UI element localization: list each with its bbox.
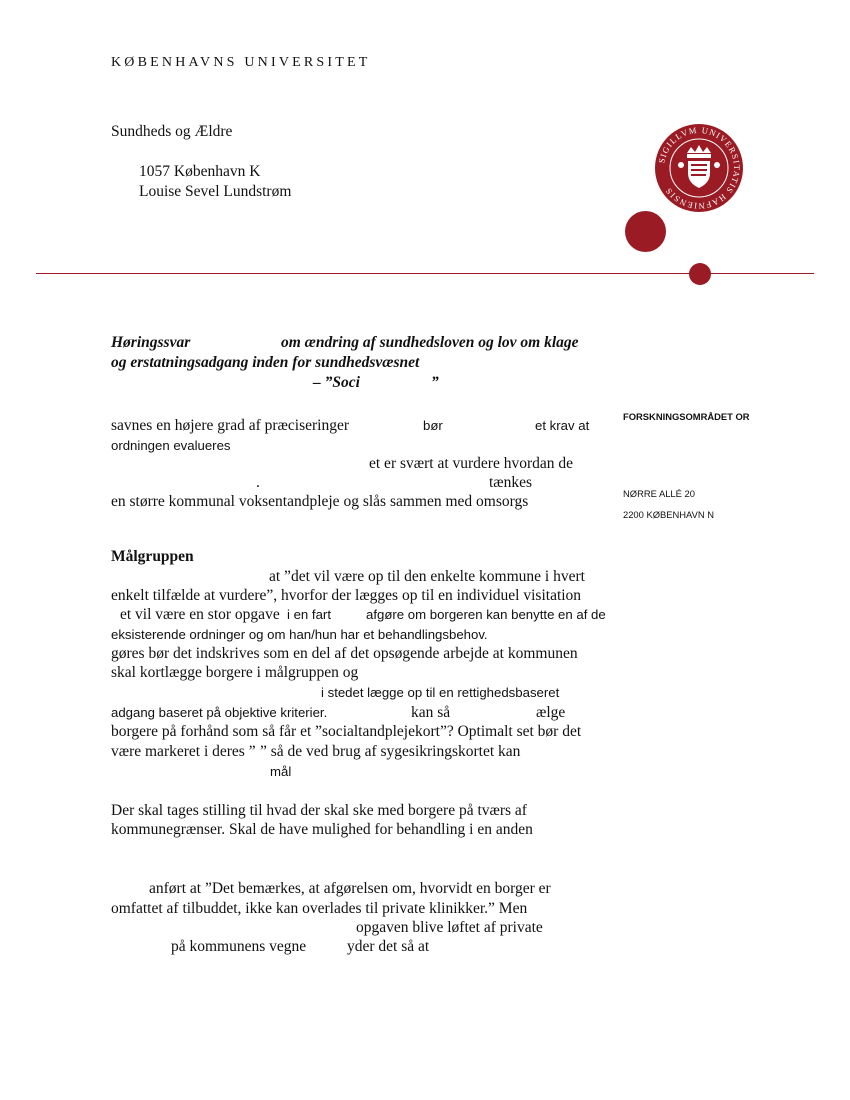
document-title-line-2: og erstatningsadgang inden for sundhedsvæsnet — [111, 354, 420, 371]
section3-line-3: opgaven blive løftet af private — [356, 919, 543, 936]
section1-line-8-c: ælge — [536, 704, 566, 721]
intro-line-4-a: . — [256, 474, 260, 491]
university-name: KØBENHAVNS UNIVERSITET — [111, 55, 371, 70]
section1-line-11: mål — [270, 764, 292, 779]
section1-line-9: borgere på forhånd som så får et ”socialtandplejekort”? Optimalt set bør det — [111, 723, 582, 740]
intro-line-3: et er svært at vurdere hvordan de — [369, 455, 574, 472]
section1-line-1: at ”det vil være op til den enkelte kommune i hvert — [269, 568, 585, 585]
intro-line-1-a: savnes en højere grad af præciseringer — [111, 417, 349, 434]
intro-line-2: ordningen evalueres — [111, 438, 231, 453]
document-title-line-3-a: – ”Soci — [313, 374, 360, 391]
section3-line-4-a: på kommunens vegne — [171, 938, 307, 955]
section3-line-2: omfattet af tilbuddet, ikke kan overlades til private klinikker.” Men — [111, 900, 528, 917]
intro-line-5: en større kommunal voksentandpleje og slås sammen med omsorgs — [111, 493, 529, 510]
decorative-large-dot — [625, 211, 666, 252]
section3-line-4-b: yder det så at — [347, 938, 430, 955]
section3-line-1: anført at ”Det bemærkes, at afgørelsen om, hvorvidt en borger er — [149, 880, 551, 897]
decorative-small-dot — [689, 263, 711, 285]
seal-text: SIGILLVM UNIVERSITATIS HAFNIENSIS — [656, 124, 743, 212]
document-title-line-1-b: om ændring af sundhedsloven og lov om klage — [281, 334, 579, 351]
section1-line-10-b: ” så de ved brug af sygesikringskortet kan — [260, 743, 521, 760]
section1-line-4: eksisterende ordninger og om han/hun har et behandlingsbehov. — [111, 627, 488, 642]
intro-line-4-b: tænkes — [489, 474, 533, 491]
section1-line-3-c: afgøre om borgeren kan benytte en af de — [366, 607, 606, 622]
section1-line-8-a: adgang baseret på objektive kriterier. — [111, 705, 328, 720]
section1-line-6: skal kortlægge borgere i målgruppen og — [111, 664, 359, 681]
section1-line-3-a: et vil være en stor opgave — [120, 606, 280, 623]
sidebar-department: FORSKNINGSOMRÅDET OR — [623, 411, 750, 422]
section1-line-7: i stedet lægge op til en rettighedsbaseret — [321, 685, 560, 700]
recipient-contact: Louise Sevel Lundstrøm — [139, 183, 292, 200]
university-seal-logo — [654, 123, 744, 213]
recipient-name: Sundheds og Ældre — [111, 123, 233, 140]
section1-line-10-a: være markeret i deres ” — [111, 743, 256, 760]
section1-line-3-b: i en fart — [287, 607, 331, 622]
recipient-address: 1057 København K — [139, 163, 261, 180]
section1-line-5: gøres bør det indskrives som en del af det opsøgende arbejde at kommunen — [111, 645, 578, 662]
section1-line-2: enkelt tilfælde at vurdere”, hvorfor der lægges op til en individuel visitation — [111, 587, 582, 604]
intro-line-1-c: et krav at — [535, 418, 590, 433]
document-title-line-3-b: ” — [431, 374, 439, 391]
document-title-line-1-a: Høringssvar — [111, 334, 191, 351]
sidebar-city: 2200 KØBENHAVN N — [623, 509, 715, 520]
section2-line-1: Der skal tages stilling til hvad der skal ske med borgere på tværs af — [111, 802, 527, 819]
intro-line-1-b: bør — [423, 418, 443, 433]
section-heading-maalgruppen: Målgruppen — [111, 548, 194, 565]
section2-line-2: kommunegrænser. Skal de have mulighed for behandling i en anden — [111, 821, 533, 838]
sidebar-street: NØRRE ALLÉ 20 — [623, 488, 695, 499]
section1-line-8-b: kan så — [411, 704, 451, 721]
